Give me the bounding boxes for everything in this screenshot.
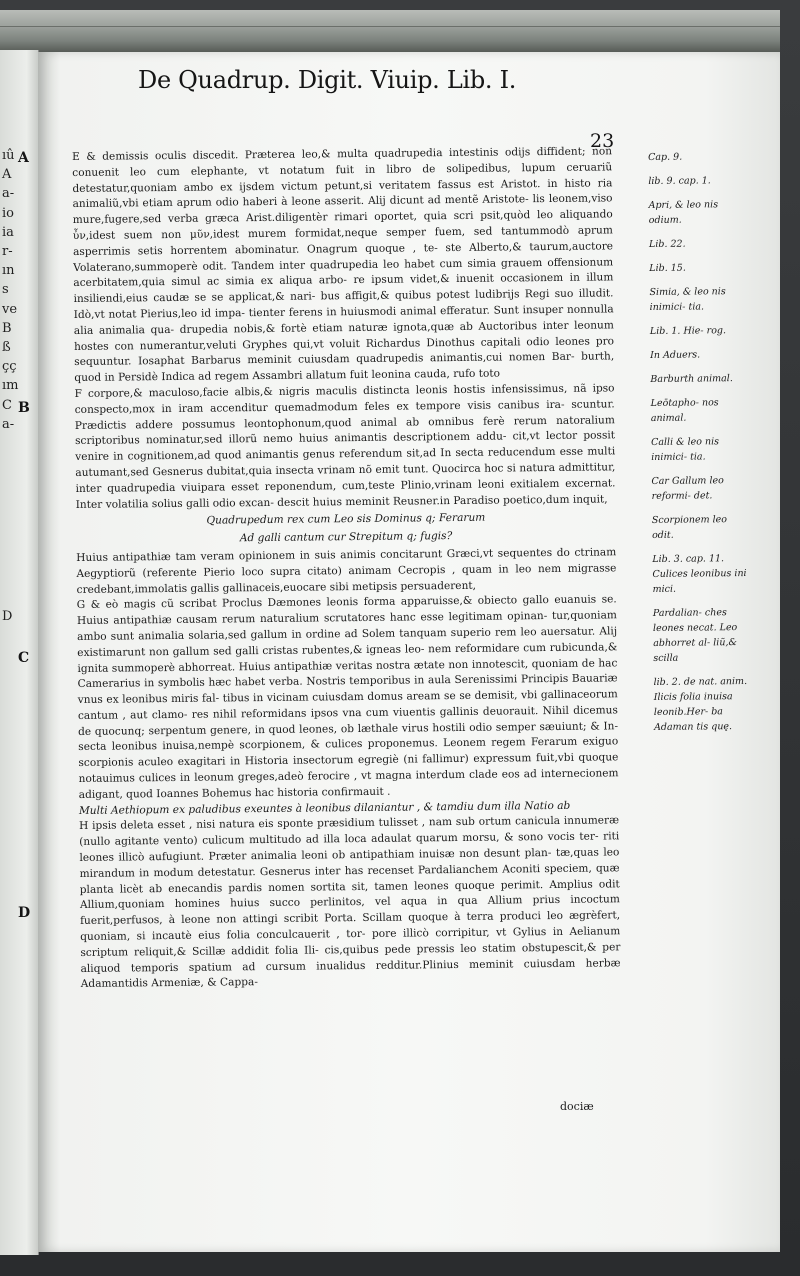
margin-note: Pardalian- ches leones necat. Leo abhorret al- liũ,& scilla xyxy=(652,607,738,664)
margin-note: Lib. 3. cap. 11. Culices leonibus ini mici. xyxy=(652,553,747,595)
paragraph-1: E & demissis oculis discedit. Præterea leo,& multa quadrupedia intestinis odijs diffident; non conuenit leo cum elephante, vt notatum fuit in libro de solipedibus, lupum ceruariũ detestatur,quoniam ambo ex ijsdem victum petunt,si veritatem fassus est Aristot. in histo ria animaliũ,vbi etiam aprum odio haberi à leone asserit. Alij dicunt ad mentẽ Aristote- lis leonem,viso mure,fugere,sed verba græca Arist.diligentèr rimari oportet, quia scri psit,quòd leo aliquando ὖν,idest suem non μῦν,idest murem formidat,neque semper fuem, sed tantummodò aprum asperrimis setis horrentem abominatur. Onagrum quoque , te- ste Alberto,& taurum,auctore Volaterano,summoperè odit. Tandem inter quadrupedia leo habet cum simia grauem offensionum acerbitatem,quia simul ac simia ex aliqua arbo- re ipsum videt,& inuenit occasionem in illum insiliendi,eius caudæ se se applicat,& nari- bus affigit,& quibus potest ludibrijs Regi suo illudit. Idò,vt notat Pierius,leo id impa- tienter ferens in huiusmodi animal efferatur. Sunt insuper nonnulla alia animalia qua- drupedia nobis,& fortè etiam naturæ ignota,quæ ab Auctoribus inter leonum hostes con numerantur,veluti Gryphes qui,vt voluit Richardus Dinothus capitali odio leones pro sequuntur. Iosaphat Barbarus meminit cuiusdam quadrupedis animantis,cui nomen Bar- burth, quod in Persidè Indica ad regem Assambri allatum fuit leonina cauda, rufo toto xyxy=(72,145,615,385)
margin-note: Lib. 22. xyxy=(648,238,686,250)
paragraph-4: G & eò magis cũ scribat Proclus Dæmones leonis forma apparuisse,& obiecto gallo euanuis se. Huius antipathiæ causam rerum naturalium scrutatores hanc esse legitimam opinan- tur,quoniam ambo sunt animalia solaria,sed gallum in ordine ad Solem tanquam superio rem leo auersatur. Alij existimarunt non gallum sed galli cristas rubentes,& igneas leo- nem reformidare cum rubicunda,& ignita summoperè abhorreat. Huius antipathiæ veritas nostra ætate non innotescit, quoniam de hac Camerarius in symbolis hæc habet verba. Nostris temporibus in aula Serenissimi Principis Bauariæ vnus ex leonibus miris fal- tibus in vicinam cuiusdam domus aream se se demisit, vbi gallinaceorum cantum , aut clamo- res nihil reformidans ipsos vna cum viuentis gallinis deuorauit. Nihil dicemus de quocunq; serpentum genere, in quod leones, ob læthale virus hostili odio semper sæuiunt; & In- secta leonibus inuisa,nempè scorpionem, & culices proponemus. Leonem regem Ferarum exiguo scorpionis aculeo exagitari in Historia insectorum egregiè (ni fallimur) expressum fuit,vbi quoque notauimus culices in leonum greges,adeò ferocire , vt magna interdum clade eos ad internecionem adigant, quod Ioannes Bohemus hac historia confirmauit . xyxy=(76,593,619,801)
section-letter-c: C xyxy=(18,650,30,666)
section-letter-a: A xyxy=(18,150,29,166)
margin-note: Simia, & leo nis inimici- tia. xyxy=(649,286,726,313)
margin-note: Scorpionem leo odit. xyxy=(651,514,728,541)
page-number: 23 xyxy=(590,130,615,152)
verse-line-1: Quadrupedum rex cum Leo sis Dominus q; Ferarum xyxy=(206,512,486,527)
section-letter-b: B xyxy=(18,400,30,416)
catchword: dociæ xyxy=(560,1100,594,1113)
book-top-edge xyxy=(0,10,780,55)
paragraph-5: H ipsis deleta esset , nisi natura eis sponte præsidium tulisset , nam sub ortum canicula innumeræ (nullo agitante vento) culicum multitudo ad illa loca adaulat quarum morsu, & sono vocis ter- riti leones illicò aufugiunt. Præter animalia leoni ob antipathiam inuisæ non desunt plan- tæ,quas leo mirandum in modum detestatur. Gesnerus inter has recenset Pardalianchem Aconiti speciem, quæ planta licèt ab enecandis pardis nomen sortita sit, tamen leones quoque perimit. Amplius odit Allium,quoniam homines huius succo perlinitos, vel aqua in qua Allium prius incoctum fuerit,perfusos, à leone non attingi scribit Porta. Scillam quoque à terra produci leo ægrèfert, quoniam, si incautè eius folia conculcauerit , tor- pore illicò corripitur, vt Gylius in Aelianum scriptum reliquit,& Scillæ addidit folia Ili- cis,quibus pede pressis leo statim obstupescit,& per aliquod temporis spatium ad cursum inualidus redditur.Plinius meminit cuiusdam herbæ Adamantidis Armeniæ, & Cappa- xyxy=(79,814,621,991)
left-page-text-fragments: ıû A a- io ia r- ın s ve B ß çç ım C a- D xyxy=(2,148,19,624)
quotation-line: Multi Aethiopum ex paludibus exeuntes à leonibus dilaniantur , & tamdiu dum illa Natio ab xyxy=(78,799,571,817)
section-letter-d: D xyxy=(18,905,31,921)
margin-note: Calli & leo nis inimici- tia. xyxy=(651,436,720,463)
margin-note: Apri, & leo nis odium. xyxy=(648,199,719,226)
marginal-notes xyxy=(648,149,750,744)
margin-note: Barburth animal. xyxy=(650,373,733,385)
margin-note: Lib. 1. Hie- rog. xyxy=(649,325,727,337)
paragraph-2: F corpore,& maculoso,facie albis,& nigris maculis distincta leonis hostis infensissimus, nã ipso conspecto,mox in iram accenditur quemadmodum feles ex tempore visis canibus ira- scuntur. Prædictis addere possumus leontophonum,quod animal ab omnibus ferè rerum natoralium scriptoribus nominatur,sed illorũ nemo huius animantis descriptionem addu- cit,vt lector possit venire in cognitionem,ad quod animantis genus referendum sit,ad In secta reducendum esse multi autumant,sed Gesnerus dubitat,quia insecta vrinam nõ emit tunt. Quocirca hoc si natura admittitur, inter quadrupedia viuipara esset reponendum, cum,teste Plinio,vrinam leoni exitialem excernat. Inter volatilia solius galli odio excan- descit huius meminit Reusner.in Paradiso poetico,dum inquit, xyxy=(74,382,616,511)
margin-note: Lib. 15. xyxy=(649,262,686,274)
margin-note: Cap. 9. xyxy=(648,151,683,163)
margin-note: lib. 9. cap. 1. xyxy=(648,175,711,187)
margin-note: In Aduers. xyxy=(650,349,701,361)
margin-note: Car Gallum leo reformi- det. xyxy=(651,475,724,502)
paragraph-3: Huius antipathiæ tam veram opinionem in suis animis concitarunt Græci,vt sequentes do ctrinam Aegyptiorũ (referente Pierio loco supra citato) animam Cecropis , quam in leo nem migrasse credebant,immolatis gallis gallinaceis,euocare sibi metipsis persuaderent, xyxy=(76,546,617,596)
running-title: De Quadrup. Digit. Viuip. Lib. I. xyxy=(138,66,517,94)
margin-note: lib. 2. de nat. anim. Ilicis folia inuisa leonib.Her- ba Adaman tis quę. xyxy=(653,675,748,733)
verse-line-2: Ad galli cantum cur Strepitum q; fugis? xyxy=(239,530,453,545)
main-text-column xyxy=(72,144,621,993)
margin-note: Leōtapho- nos animal. xyxy=(650,397,719,424)
